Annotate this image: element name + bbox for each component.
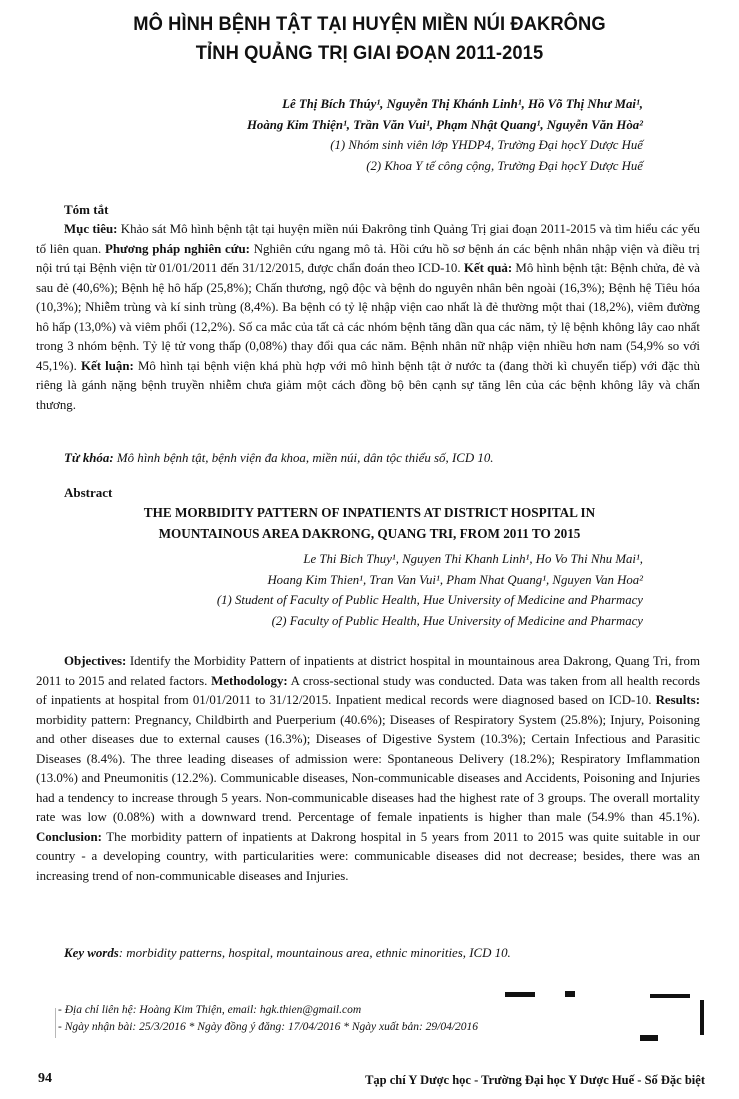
page-number: 94 bbox=[38, 1071, 52, 1086]
vi-keywords-label: Từ khóa: bbox=[64, 451, 114, 465]
vi-authors-line-1: Lê Thị Bích Thúy¹, Nguyễn Thị Khánh Linh¹, Hồ Võ Thị Như Mai¹, bbox=[282, 97, 643, 111]
en-text-method: A cross-sectional study was conducted. Data was taken from all health records of inpatients at hospital from 01/01/2011 to 31/12/2015. Inpatient medical records were diagnosed based on ICD-10. bbox=[36, 673, 700, 707]
vi-text-results: Mô hình bệnh tật: Bệnh chửa, đẻ và sau đẻ (40,6%); Bệnh hệ hô hấp (25,8%); Chấn thương, ngộ độc và bệnh do nguyên nhân bên ngoài (16,3%); Bệnh hệ Tiêu hóa (10,3%); Nhiễm trùng và kí sinh trùng (8,4%). Ba bệnh có tỷ lệ nhập viện cao nhất là đẻ thường một thai (18,2%), viêm đường hô hấp (13,0%) và viêm phổi (12,2%). Số ca mắc của tất cả các nhóm bệnh tăng dần qua các năm, tỷ lệ bệnh không lây cao nhất trong 3 nhóm bệnh. Tỷ lệ tử vong thấp (0,08%) thay đổi qua các năm. Bệnh nhân nữ nhập viện nhiều hơn nam (54,9% so với 45,1%). bbox=[36, 261, 701, 373]
paper-title bbox=[22, 10, 717, 68]
vi-affiliation-1: (1) Nhóm sinh viên lớp YHDP4, Trường Đại họcY Dược Huế bbox=[330, 138, 643, 152]
en-affiliation-1: (1) Student of Faculty of Public Health, Hue University of Medicine and Pharmacy bbox=[216, 593, 643, 607]
scan-noise bbox=[505, 992, 535, 997]
en-text-objectives: Identify the Morbidity Pattern of inpatients at district hospital in mountainous area Dakrong, Quang Tri, from 2011 to 2015 and related factors. bbox=[36, 654, 700, 688]
en-label-objectives: Objectives: bbox=[64, 654, 127, 668]
vi-authors-block bbox=[247, 94, 643, 176]
en-label-conclusion: Conclusion: bbox=[36, 829, 102, 844]
scan-noise bbox=[55, 1008, 56, 1038]
en-text-results: morbidity pattern: Pregnancy, Childbirth and Puerperium (40.6%); Diseases of Respiratory System (25.8%); Injury, Poisoning and other diseases due to external causes (16.3%); Diseases of Digestive System (10.3%); Certain Infectious and Parasitic Diseases (8.4%). The three leading diseases of admission were: Spontaneous Delivery (18.2%); Respiratory Imflammation (13.0%) and Pneumonitis (12.2%). Communicable diseases, Non-communicable diseases and Accidents, Poisoning and Injuries had a tendency to increase through 5 years. Non-communicable diseases had the highest rate of 3 groups. The overall mortality rate was low (0.08%) with a downward trend. Percentage of female inpatients is higher than male (54.9% than 45.1%). bbox=[36, 712, 700, 824]
scan-noise bbox=[640, 1035, 658, 1041]
vi-label-objective: Mục tiêu: bbox=[64, 222, 118, 236]
en-title-line-2: MOUNTAINOUS AREA DAKRONG, QUANG TRI, FROM 2011 TO 2015 bbox=[158, 526, 581, 541]
en-keywords-text: : morbidity patterns, hospital, mountainous area, ethnic minorities, ICD 10. bbox=[118, 946, 511, 960]
en-affiliation-2: (2) Faculty of Public Health, Hue University of Medicine and Pharmacy bbox=[271, 613, 643, 628]
footnote-block bbox=[58, 1002, 478, 1036]
title-line-2: TỈNH QUẢNG TRỊ GIAI ĐOẠN 2011-2015 bbox=[195, 42, 544, 64]
footnote-contact: - Địa chỉ liên hệ: Hoàng Kim Thiện, email: hgk.thien@gmail.com bbox=[58, 1004, 362, 1016]
en-label-results: Results: bbox=[655, 693, 700, 707]
en-keywords-label: Key words bbox=[64, 946, 119, 960]
vi-text-conclusion: Mô hình tại bệnh viện khá phù hợp với mô hình bệnh tật ở nước ta (đang thời kì chuyển tiếp) với đặc thù riêng là gánh nặng bệnh truyền nhiễm chưa giảm một cách đồng bộ bên cạnh sự tăng lên của các bệnh không lây và chấn thương. bbox=[36, 358, 700, 412]
en-title-line-1: THE MORBIDITY PATTERN OF INPATIENTS AT DISTRICT HOSPITAL IN bbox=[143, 505, 596, 520]
vi-label-results: Kết quả: bbox=[463, 261, 513, 275]
vi-text-objective: Khảo sát Mô hình bệnh tật tại huyện miền núi Đakrông tỉnh Quảng Trị giai đoạn 2011-2015 và tìm hiểu các yếu tố liên quan. bbox=[36, 222, 701, 256]
en-authors-block bbox=[217, 549, 643, 631]
scan-noise bbox=[565, 991, 575, 997]
vi-affiliation-2: (2) Khoa Y tế công cộng, Trường Đại họcY Dược Huế bbox=[366, 158, 643, 173]
scan-noise bbox=[700, 1000, 704, 1035]
footnote-dates: - Ngày nhận bài: 25/3/2016 * Ngày đồng ý đăng: 17/04/2016 * Ngày xuất bản: 29/04/2016 bbox=[58, 1021, 479, 1033]
vi-keywords bbox=[64, 451, 493, 466]
vi-label-method: Phương pháp nghiên cứu: bbox=[104, 241, 250, 256]
en-authors-line-1: Le Thi Bich Thuy¹, Nguyen Thi Khanh Linh¹, Ho Vo Thi Nhu Mai¹, bbox=[303, 552, 643, 566]
vi-abstract-heading: Tóm tắt bbox=[64, 202, 109, 217]
vi-abstract-body bbox=[36, 220, 700, 415]
en-text-conclusion: The morbidity pattern of inpatients at Dakrong hospital in 5 years from 2011 to 2015 was quite suitable in our country - a developing country, with particularities were: communicable diseases did not decrease; besides, there was an increasing trend of non-communicable diseases and Injuries. bbox=[36, 829, 700, 883]
vi-keywords-text: Mô hình bệnh tật, bệnh viện đa khoa, miền núi, dân tộc thiểu số, ICD 10. bbox=[113, 451, 494, 465]
vi-authors-line-2: Hoàng Kim Thiện¹, Trần Văn Vui¹, Phạm Nhật Quang¹, Nguyễn Văn Hòa² bbox=[246, 117, 643, 132]
title-line-1: MÔ HÌNH BỆNH TẬT TẠI HUYỆN MIỀN NÚI ĐAKRÔNG bbox=[133, 13, 606, 35]
en-keywords bbox=[64, 946, 511, 961]
en-title bbox=[0, 502, 739, 544]
vi-text-method: Nghiên cứu ngang mô tả. Hồi cứu hồ sơ bệnh án các bệnh nhân nhập viện và điều trị nội trú tại Bệnh viện từ 01/01/2011 đến 31/12/2015, được chẩn đoán theo ICD-10. bbox=[36, 241, 700, 275]
en-authors-line-2: Hoang Kim Thien¹, Tran Van Vui¹, Pham Nhat Quang¹, Nguyen Van Hoa² bbox=[267, 572, 643, 587]
en-abstract-heading: Abstract bbox=[64, 485, 113, 500]
scan-noise bbox=[650, 994, 690, 998]
vi-label-conclusion: Kết luận: bbox=[80, 358, 134, 373]
en-abstract-body bbox=[36, 652, 700, 886]
en-label-method: Methodology: bbox=[211, 673, 288, 688]
journal-footer: Tạp chí Y Dược học - Trường Đại học Y Dược Huế - Số Đặc biệt bbox=[365, 1073, 705, 1087]
